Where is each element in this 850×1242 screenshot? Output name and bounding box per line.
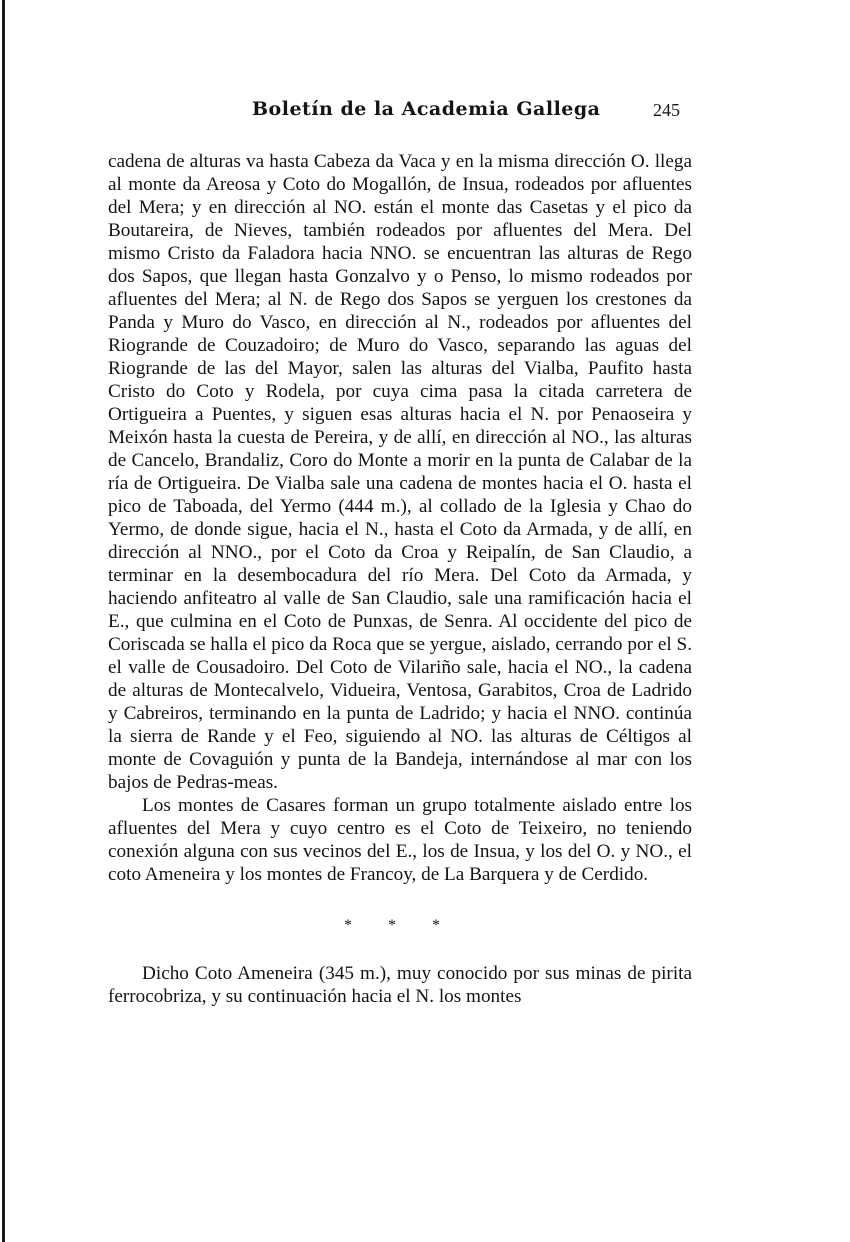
paragraph: cadena de alturas va hasta Cabeza da Vaca y en la misma dirección O. llega al monte da Areosa y Coto do Mogallón, de Insua, rodeados por afluentes del Mera; y en dirección al NO. están el monte das Casetas y el pico da Boutareira, de Nieves, también rodeados por afluentes del Mera. Del mismo Cristo da Faladora hacia NNO. se encuentran las alturas de Rego dos Sapos, que llegan hasta Gonzalvo y o Penso, lo mismo rodeados por afluentes del Mera; al N. de Rego dos Sapos se yerguen los crestones da Panda y Muro do Vasco, en dirección al N., rodeados por afluentes del Riogrande de Couzadoiro; de Muro do Vasco, separando las aguas del Riogrande de las del Mayor, salen las alturas del Vialba, Paufito hasta Cristo do Coto y Rodela, por cuya cima pasa la citada carretera de Ortigueira a Puentes, y siguen esas alturas hacia el N. por Penaoseira y Meixón hasta la cuesta de Pereira, y de allí, en dirección al NO., las alturas de Cancelo, Brandaliz, Coro do Monte a morir en la punta de Calabar de la ría de Ortigueira. De Vialba sale una cadena de montes hacia el O. hasta el pico de Taboada, del Yermo (444 m.), al collado de la Iglesia y Chao do Yermo, de donde sigue, hacia el N., hasta el Coto da Armada, y de allí, en dirección al NNO., por el Coto da Croa y Reipalín, de San Claudio, a terminar en la desembocadura del río Mera. Del Coto da Armada, y haciendo anfiteatro al valle de San Claudio, sale una ramificación hacia el E., que culmina en el Coto de Punxas, de Senra. Al occidente del pico de Coriscada se halla el pico da Roca que se yergue, aislado, cerrando por el S. el valle de Cousadoiro. Del Coto de Vilariño sale, hacia el NO., la cadena de alturas de Montecalvelo, Vidueira, Ventosa, Garabitos, Croa de Ladrido y Cabreiros, terminando en la punta de Ladrido; y hacia el NNO. continúa la sierra de Rande y el Feo, siguiendo al NO. las alturas de Céltigos al monte de Covaguión y punta de la Bandeja, internándose al mar con los bajos de Pedras-meas.	[108, 151, 692, 793]
section-separator: * * *	[344, 917, 456, 934]
paragraph: Dicho Coto Ameneira (345 m.), muy conocido por sus minas de pirita ferrocobriza, y su continuación hacia el N. los montes	[108, 963, 692, 1007]
paragraph: Los montes de Casares forman un grupo totalmente aislado entre los afluentes del Mera y cuyo centro es el Coto de Teixeiro, no teniendo conexión alguna con sus vecinos del E., los de Insua, y los del O. y NO., el coto Ameneira y los montes de Francoy, de La Barquera y de Cerdido.	[108, 795, 692, 885]
page-number: 245	[653, 100, 680, 120]
page-binding-edge	[2, 0, 5, 1242]
body-text	[108, 150, 692, 1008]
page-header	[108, 98, 692, 128]
running-title: Boletín de la Academia Gallega	[252, 98, 601, 120]
